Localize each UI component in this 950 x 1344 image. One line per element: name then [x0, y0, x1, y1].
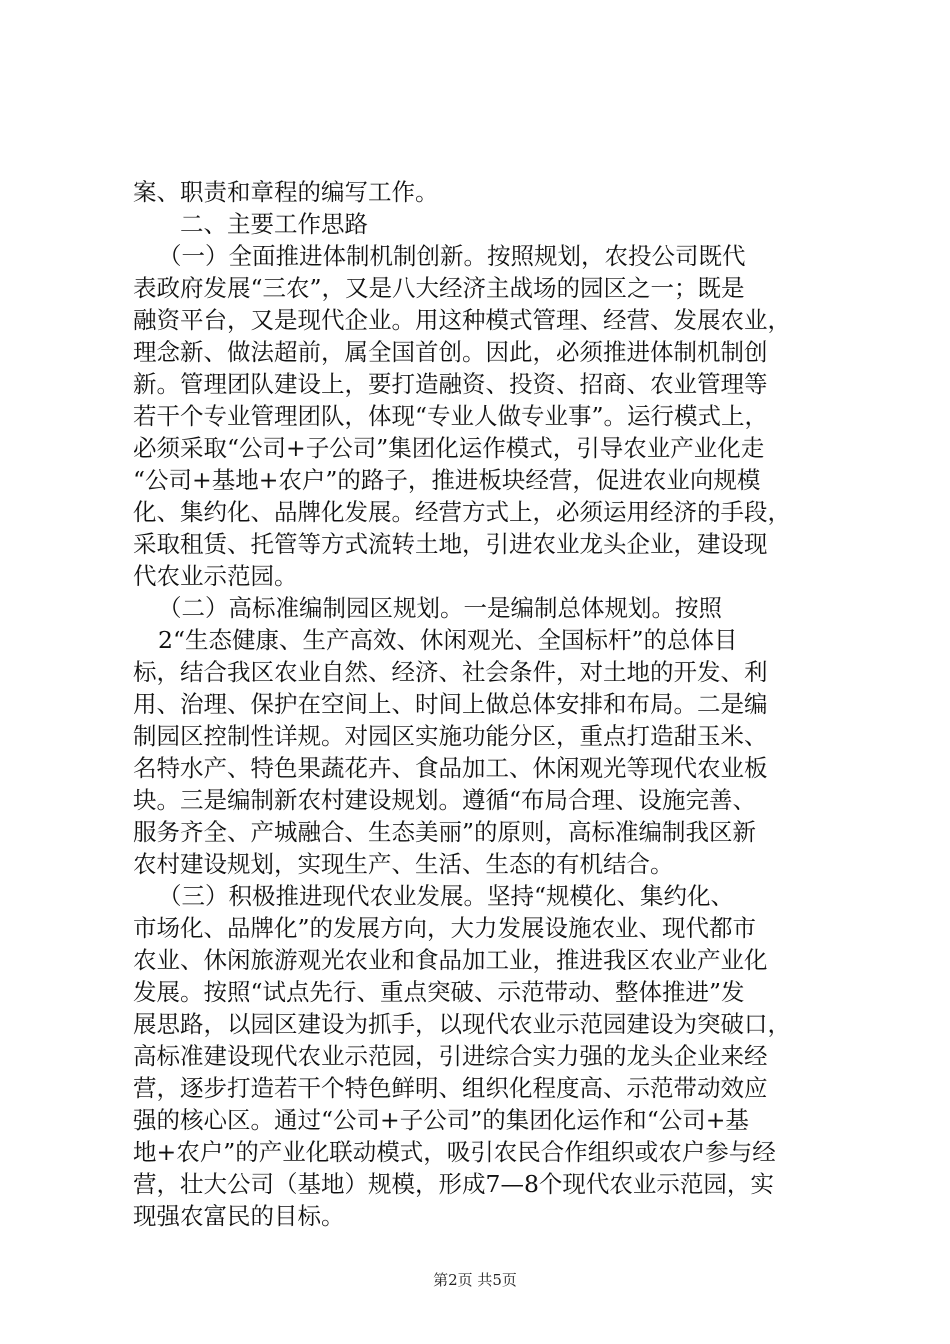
text-line: （一）全面推进体制机制创新。按照规划，农投公司既代	[158, 242, 746, 270]
text-line: 市场化、品牌化”的发展方向，大力发展设施农业、现代都市	[133, 914, 757, 942]
text-line: 服务齐全、产城融合、生态美丽”的原则，高标准编制我区新	[133, 818, 757, 846]
text-line: 展思路，以园区建设为抓手，以现代农业示范园建设为突破口，	[133, 1010, 791, 1038]
text-line: 现强农富民的目标。	[133, 1202, 345, 1230]
text-line: （三）积极推进现代农业发展。坚持“规模化、集约化、	[158, 882, 735, 910]
text-line: 化、集约化、品牌化发展。经营方式上，必须运用经济的手段，	[133, 498, 791, 526]
text-line: 营，壮大公司（基地）规模，形成7—8个现代农业示范园，实	[133, 1170, 774, 1198]
page-footer: 第2页 共5页	[433, 1271, 517, 1289]
text-line: 案、职责和章程的编写工作。	[133, 178, 439, 206]
text-line: 表政府发展“三农”，又是八大经济主战场的园区之一；既是	[133, 274, 745, 302]
text-line: 必须采取“公司+子公司”集团化运作模式，引导农业产业化走	[133, 434, 765, 462]
text-line: 农村建设规划，实现生产、生活、生态的有机结合。	[133, 850, 674, 878]
text-line: 标，结合我区农业自然、经济、社会条件，对土地的开发、利	[133, 658, 768, 686]
text-line: 发展。按照“试点先行、重点突破、示范带动、整体推进”发	[133, 978, 745, 1006]
text-line: 高标准建设现代农业示范园，引进综合实力强的龙头企业来经	[133, 1042, 768, 1070]
text-line: 若干个专业管理团队，体现“专业人做专业事”。运行模式上，	[133, 402, 769, 430]
text-line: 2“生态健康、生产高效、休闲观光、全国标杆”的总体目	[158, 626, 738, 654]
text-line: 强的核心区。通过“公司+子公司”的集团化运作和“公司+基	[133, 1106, 749, 1134]
text-line: （二）高标准编制园区规划。一是编制总体规划。按照	[158, 594, 722, 622]
text-line: 理念新、做法超前，属全国首创。因此，必须推进体制机制创	[133, 338, 768, 366]
text-line: 新。管理团队建设上，要打造融资、投资、招商、农业管理等	[133, 370, 768, 398]
text-line: 块。三是编制新农村建设规划。遵循“布局合理、设施完善、	[133, 786, 757, 814]
text-line: 名特水产、特色果蔬花卉、食品加工、休闲观光等现代农业板	[133, 754, 768, 782]
text-line: 营，逐步打造若干个特色鲜明、组织化程度高、示范带动效应	[133, 1074, 768, 1102]
text-line: 融资平台，又是现代企业。用这种模式管理、经营、发展农业，	[133, 306, 791, 334]
text-line: 地+农户”的产业化联动模式，吸引农民合作组织或农户参与经	[133, 1138, 776, 1166]
text-line: 制园区控制性详规。对园区实施功能分区，重点打造甜玉米、	[133, 722, 768, 750]
text-line: 采取租赁、托管等方式流转土地，引进农业龙头企业，建设现	[133, 530, 768, 558]
text-line: 用、治理、保护在空间上、时间上做总体安排和布局。二是编	[133, 690, 768, 718]
text-line: 农业、休闲旅游观光农业和食品加工业，推进我区农业产业化	[133, 946, 768, 974]
text-line: “公司+基地+农户”的路子，推进板块经营，促进农业向规模	[133, 466, 761, 494]
section-heading: 二、主要工作思路	[180, 210, 368, 238]
text-line: 代农业示范园。	[133, 562, 298, 590]
